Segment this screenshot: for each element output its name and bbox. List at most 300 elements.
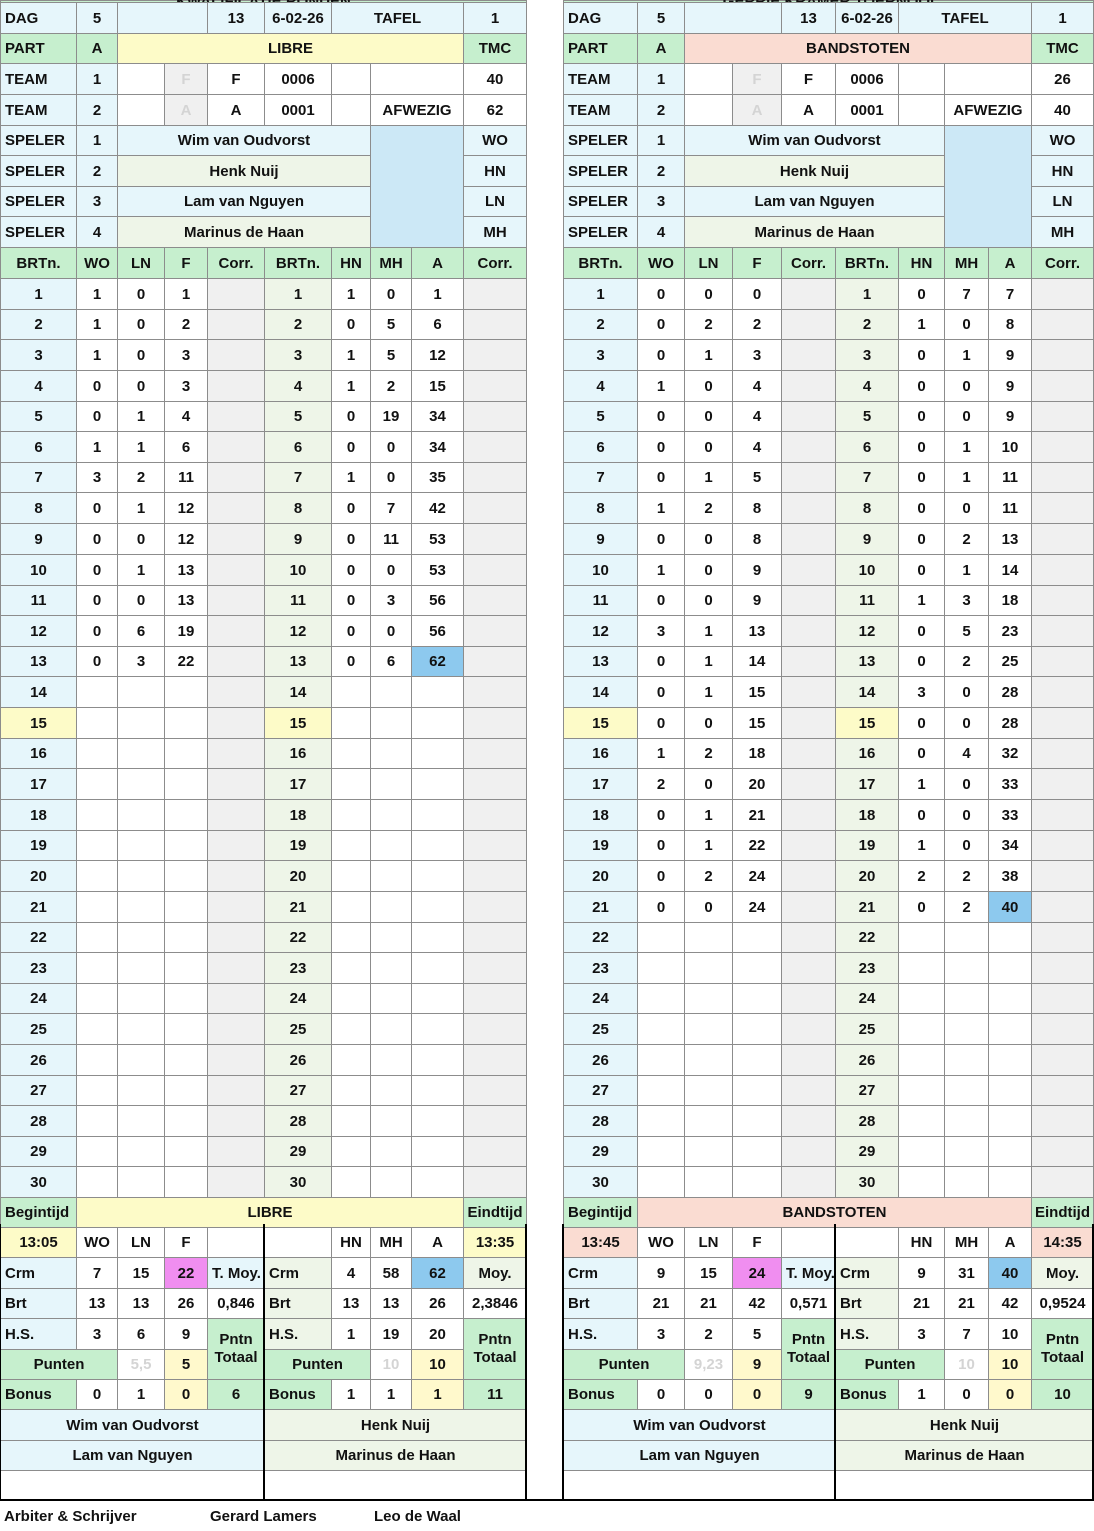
footer-name: Wim van Oudvorst [0, 1409, 265, 1441]
corr-cell [1031, 492, 1094, 524]
eindtijd: 14:35 [1031, 1227, 1094, 1258]
brt-value: 21 [944, 1288, 989, 1319]
score-team-f: 1 [684, 462, 733, 493]
team-tmc: 40 [1031, 94, 1094, 126]
beurt-number: 6 [264, 431, 332, 463]
score-team-a [331, 1044, 371, 1076]
speler-label: SPELER [0, 186, 77, 217]
score-team-a: 1 [944, 339, 989, 371]
score-team-f: 1 [117, 431, 165, 463]
team-status [944, 63, 1032, 95]
score-team-f [117, 860, 165, 892]
speler-nr: 1 [637, 125, 685, 156]
score-team-a: 0 [370, 554, 412, 586]
cell-text: Pntn [219, 1331, 253, 1348]
totaal-value: 9 [781, 1379, 836, 1410]
col-label: WO [76, 1227, 118, 1258]
score-team-a [944, 1075, 989, 1106]
score-team-f [76, 1136, 118, 1167]
score-team-a [370, 1044, 412, 1076]
beurt-number: 8 [0, 492, 77, 524]
score-team-f: 0 [117, 278, 165, 310]
score-team-a [411, 1013, 464, 1045]
score-team-f [164, 860, 208, 892]
score-team-f: 2 [117, 462, 165, 493]
brt-value: 21 [898, 1288, 945, 1319]
score-team-f: 2 [637, 768, 685, 800]
score-team-f: 21 [732, 799, 782, 831]
score-team-a [898, 1044, 945, 1076]
team-code-faded: F [732, 63, 782, 95]
tafel-value: 1 [1031, 2, 1094, 34]
column-header: HN [898, 247, 945, 279]
score-team-f: 0 [684, 707, 733, 739]
blank [684, 2, 782, 34]
part-value: A [76, 33, 118, 64]
corr-cell [463, 401, 527, 432]
corr-cell [207, 401, 265, 432]
corr-cell [207, 615, 265, 647]
speler-name: Marinus de Haan [117, 216, 371, 248]
speler-initials: LN [463, 186, 527, 217]
beurt-number: 30 [563, 1166, 638, 1198]
speler-initials: WO [1031, 125, 1094, 156]
corr-cell [781, 585, 836, 616]
begintijd: 13:45 [563, 1227, 638, 1258]
score-team-f [76, 799, 118, 831]
beurt-number: 1 [563, 278, 638, 310]
column-header: A [411, 247, 464, 279]
beurt-number: 13 [835, 646, 899, 677]
speler-nr: 4 [637, 216, 685, 248]
score-team-a: 8 [988, 309, 1032, 340]
corr-cell [207, 676, 265, 708]
score-team-a: 53 [411, 554, 464, 586]
corr-cell [781, 462, 836, 493]
score-team-a: 18 [988, 585, 1032, 616]
score-team-f: 0 [637, 585, 685, 616]
beurt-number: 1 [264, 278, 332, 310]
score-team-a: 35 [411, 462, 464, 493]
column-header: BRTn. [835, 247, 899, 279]
hs-value: 9 [164, 1318, 208, 1350]
team-label: TEAM [563, 63, 638, 95]
score-team-f [76, 676, 118, 708]
footer-name: Henk Nuij [835, 1409, 1094, 1441]
beurt-number: 16 [0, 738, 77, 769]
corr-cell [781, 1044, 836, 1076]
beurt-number: 25 [264, 1013, 332, 1045]
beurt-number: 12 [264, 615, 332, 647]
score-team-f: 1 [637, 554, 685, 586]
beurt-number: 26 [835, 1044, 899, 1076]
tmoy-value: 0,571 [781, 1288, 836, 1319]
corr-cell [207, 830, 265, 861]
corr-cell [207, 278, 265, 310]
score-team-a: 38 [988, 860, 1032, 892]
corr-cell [463, 952, 527, 984]
score-team-a [988, 1075, 1032, 1106]
team-code: F [207, 63, 265, 95]
score-team-f [76, 891, 118, 923]
column-header: LN [684, 247, 733, 279]
beurt-number: 1 [835, 278, 899, 310]
corr-cell [207, 309, 265, 340]
beurt-number: 18 [835, 799, 899, 831]
crm-value: 7 [76, 1257, 118, 1289]
beurt-number: 22 [563, 922, 638, 953]
tmc-label: TMC [1031, 33, 1094, 64]
crm-value: 22 [164, 1257, 208, 1289]
score-team-a: 13 [988, 523, 1032, 555]
brt-value: 42 [988, 1288, 1032, 1319]
corr-cell [1031, 860, 1094, 892]
score-team-a [331, 860, 371, 892]
team-status: AFWEZIG [370, 94, 464, 126]
beurt-number: 16 [835, 738, 899, 769]
beurt-number: 21 [0, 891, 77, 923]
score-team-a [370, 1075, 412, 1106]
hs-label: H.S. [0, 1318, 77, 1350]
score-team-f: 0 [637, 339, 685, 371]
score-team-a: 9 [988, 370, 1032, 402]
brt-label: Brt [835, 1288, 899, 1319]
score-team-a: 0 [898, 707, 945, 739]
speler-box [370, 125, 464, 248]
score-team-f: 4 [732, 370, 782, 402]
score-team-a: 0 [898, 646, 945, 677]
corr-cell [781, 768, 836, 800]
beurt-number: 2 [835, 309, 899, 340]
bonus-value: 1 [331, 1379, 371, 1410]
hs-value: 3 [637, 1318, 685, 1350]
score-team-f: 0 [684, 768, 733, 800]
corr-cell [207, 707, 265, 739]
corr-cell [207, 431, 265, 463]
score-team-f [117, 738, 165, 769]
score-team-a: 4 [944, 738, 989, 769]
score-team-a: 0 [331, 615, 371, 647]
score-team-f: 3 [164, 339, 208, 371]
score-team-f [164, 983, 208, 1014]
beurt-number: 29 [0, 1136, 77, 1167]
beurt-number: 11 [0, 585, 77, 616]
corr-cell [463, 370, 527, 402]
speler-nr: 4 [76, 216, 118, 248]
score-team-a [411, 1044, 464, 1076]
score-team-f: 3 [76, 462, 118, 493]
corr-cell [463, 799, 527, 831]
score-team-f [732, 1136, 782, 1167]
score-team-f [732, 1105, 782, 1137]
score-team-a: 7 [944, 278, 989, 310]
score-team-a: 3 [898, 676, 945, 708]
beurt-number: 28 [563, 1105, 638, 1137]
footer-name: Wim van Oudvorst [563, 1409, 836, 1441]
score-team-a [988, 1105, 1032, 1137]
score-team-f: 22 [732, 830, 782, 861]
score-team-f: 1 [684, 676, 733, 708]
brt-label: Brt [0, 1288, 77, 1319]
score-team-f [684, 1044, 733, 1076]
score-team-a [370, 799, 412, 831]
corr-cell [463, 983, 527, 1014]
score-team-f [164, 922, 208, 953]
corr-cell [781, 830, 836, 861]
score-team-a [944, 1136, 989, 1167]
corr-cell [463, 492, 527, 524]
speler-name: Wim van Oudvorst [117, 125, 371, 156]
score-team-f: 0 [684, 554, 733, 586]
blank [264, 1227, 332, 1258]
team-number: 0006 [264, 63, 332, 95]
score-team-f [76, 1013, 118, 1045]
team-code: A [781, 94, 836, 126]
bonus-value: 1 [898, 1379, 945, 1410]
score-team-f [117, 1166, 165, 1198]
score-team-a: 34 [411, 401, 464, 432]
score-team-f: 0 [684, 401, 733, 432]
corr-cell [781, 860, 836, 892]
score-team-a: 6 [411, 309, 464, 340]
score-team-a [370, 830, 412, 861]
team-number: 0001 [835, 94, 899, 126]
score-team-a: 10 [988, 431, 1032, 463]
score-team-f: 3 [117, 646, 165, 677]
tafel-value: 1 [463, 2, 527, 34]
score-team-f [684, 1013, 733, 1045]
cell-text: Totaal [1040, 1349, 1085, 1366]
score-team-f: 0 [637, 830, 685, 861]
corr-cell [207, 860, 265, 892]
team-nr: 1 [76, 63, 118, 95]
tafel-label: TAFEL [331, 2, 464, 34]
punten-label: Punten [0, 1349, 118, 1380]
beurt-number: 26 [563, 1044, 638, 1076]
corr-cell [781, 401, 836, 432]
hs-value: 1 [331, 1318, 371, 1350]
score-team-a: 0 [944, 401, 989, 432]
speler-name: Henk Nuij [684, 155, 945, 187]
score-team-f [684, 1105, 733, 1137]
column-header: F [164, 247, 208, 279]
tmoy-label: T. Moy. [207, 1257, 265, 1289]
blank [117, 94, 165, 126]
score-team-a: 0 [331, 492, 371, 524]
score-team-a [331, 707, 371, 739]
cell-text: Pntn [791, 1331, 826, 1348]
begintijd-label: Begintijd [0, 1197, 77, 1228]
speler-name: Lam van Nguyen [117, 186, 371, 217]
crm-value: 4 [331, 1257, 371, 1289]
beurt-number: 15 [0, 707, 77, 739]
score-team-a: 53 [411, 523, 464, 555]
corr-cell [463, 278, 527, 310]
begintijd-label: Begintijd [563, 1197, 638, 1228]
score-team-a [411, 1166, 464, 1198]
score-team-f: 13 [732, 615, 782, 647]
score-team-a [331, 1013, 371, 1045]
score-team-f: 0 [684, 891, 733, 923]
corr-cell [463, 1013, 527, 1045]
moy-label: Moy. [1031, 1257, 1094, 1289]
crm-value: 9 [898, 1257, 945, 1289]
score-team-f [117, 799, 165, 831]
beurt-number: 9 [0, 523, 77, 555]
beurt-number: 29 [264, 1136, 332, 1167]
speler-nr: 2 [76, 155, 118, 187]
score-team-a [331, 738, 371, 769]
crm-value: 40 [988, 1257, 1032, 1289]
score-team-f: 0 [637, 676, 685, 708]
col-label: LN [117, 1227, 165, 1258]
score-team-a: 1 [331, 278, 371, 310]
score-team-f: 0 [637, 646, 685, 677]
corr-cell [207, 370, 265, 402]
crm-value: 15 [117, 1257, 165, 1289]
schrijver-name: Leo de Waal [374, 1508, 461, 1525]
corr-cell [463, 860, 527, 892]
score-team-a [898, 1136, 945, 1167]
score-team-f: 1 [76, 278, 118, 310]
score-team-f: 9 [732, 554, 782, 586]
score-team-a [331, 830, 371, 861]
footer-name: Marinus de Haan [835, 1440, 1094, 1471]
hs-label: H.S. [563, 1318, 638, 1350]
score-team-f: 0 [637, 523, 685, 555]
score-team-a: 0 [944, 707, 989, 739]
blank [331, 63, 371, 95]
part-label: PART [0, 33, 77, 64]
beurt-number: 15 [264, 707, 332, 739]
part-value: A [637, 33, 685, 64]
pntn-totaal-label [1031, 1318, 1094, 1380]
corr-cell [1031, 922, 1094, 953]
score-team-a: 0 [331, 309, 371, 340]
pntn-totaal-label [463, 1318, 527, 1380]
beurt-number: 10 [835, 554, 899, 586]
beurt-number: 13 [563, 646, 638, 677]
dag-value: 5 [76, 2, 118, 34]
score-team-f [76, 860, 118, 892]
footer-name: Marinus de Haan [264, 1440, 527, 1471]
score-team-a [411, 676, 464, 708]
score-team-a [944, 922, 989, 953]
pntn-totaal-label [207, 1318, 265, 1380]
beurt-number: 27 [0, 1075, 77, 1106]
corr-cell [781, 799, 836, 831]
beurt-number: 9 [264, 523, 332, 555]
team-number: 0006 [835, 63, 899, 95]
score-team-f [732, 952, 782, 984]
punten-faded: 10 [944, 1349, 989, 1380]
score-team-a: 7 [370, 492, 412, 524]
score-team-f [76, 768, 118, 800]
speler-nr: 3 [76, 186, 118, 217]
column-header: Corr. [781, 247, 836, 279]
bonus-value: 0 [732, 1379, 782, 1410]
score-team-a [898, 952, 945, 984]
beurt-number: 4 [0, 370, 77, 402]
team-nr: 2 [637, 94, 685, 126]
score-team-a [370, 1105, 412, 1137]
beurt-number: 23 [0, 952, 77, 984]
punten-value: 10 [411, 1349, 464, 1380]
score-team-a: 25 [988, 646, 1032, 677]
crm-value: 58 [370, 1257, 412, 1289]
score-team-f: 6 [164, 431, 208, 463]
speler-nr: 2 [637, 155, 685, 187]
beurt-number: 5 [264, 401, 332, 432]
score-team-f: 3 [732, 339, 782, 371]
score-team-a: 0 [898, 554, 945, 586]
score-team-a [370, 922, 412, 953]
brt-value: 26 [411, 1288, 464, 1319]
score-team-f [732, 1166, 782, 1198]
score-team-f: 12 [164, 523, 208, 555]
corr-cell [207, 339, 265, 371]
score-team-a [411, 983, 464, 1014]
column-header: Corr. [1031, 247, 1094, 279]
score-team-f [164, 1136, 208, 1167]
score-team-f [117, 952, 165, 984]
corr-cell [207, 585, 265, 616]
score-team-f [76, 738, 118, 769]
beurt-number: 29 [835, 1136, 899, 1167]
beurt-number: 14 [0, 676, 77, 708]
beurt-number: 30 [264, 1166, 332, 1198]
hs-label: H.S. [835, 1318, 899, 1350]
score-team-f: 0 [637, 278, 685, 310]
beurt-number: 5 [835, 401, 899, 432]
score-team-f [637, 1013, 685, 1045]
corr-cell [1031, 431, 1094, 463]
beurt-number: 23 [563, 952, 638, 984]
corr-cell [207, 1136, 265, 1167]
score-team-a [370, 707, 412, 739]
beurt-number: 10 [563, 554, 638, 586]
score-team-a: 0 [944, 676, 989, 708]
footer-name: Henk Nuij [264, 1409, 527, 1441]
team-label: TEAM [563, 94, 638, 126]
brt-value: 13 [331, 1288, 371, 1319]
crm-label: Crm [563, 1257, 638, 1289]
corr-cell [781, 615, 836, 647]
brt-value: 21 [684, 1288, 733, 1319]
score-team-f: 1 [164, 278, 208, 310]
score-team-f: 4 [732, 431, 782, 463]
score-team-f [117, 891, 165, 923]
score-team-a: 0 [944, 799, 989, 831]
beurt-number: 24 [264, 983, 332, 1014]
blank [331, 94, 371, 126]
column-header: Corr. [207, 247, 265, 279]
score-team-f [684, 1075, 733, 1106]
score-team-f: 1 [637, 370, 685, 402]
team-label: TEAM [0, 94, 77, 126]
score-team-f [732, 983, 782, 1014]
ronde-value: 13 [781, 2, 836, 34]
score-team-a [944, 1013, 989, 1045]
corr-cell [463, 554, 527, 586]
score-team-a [944, 1044, 989, 1076]
speler-name: Marinus de Haan [684, 216, 945, 248]
score-team-a: 0 [898, 370, 945, 402]
score-team-f [76, 1075, 118, 1106]
score-team-f: 1 [637, 738, 685, 769]
corr-cell [781, 707, 836, 739]
column-header: Corr. [463, 247, 527, 279]
